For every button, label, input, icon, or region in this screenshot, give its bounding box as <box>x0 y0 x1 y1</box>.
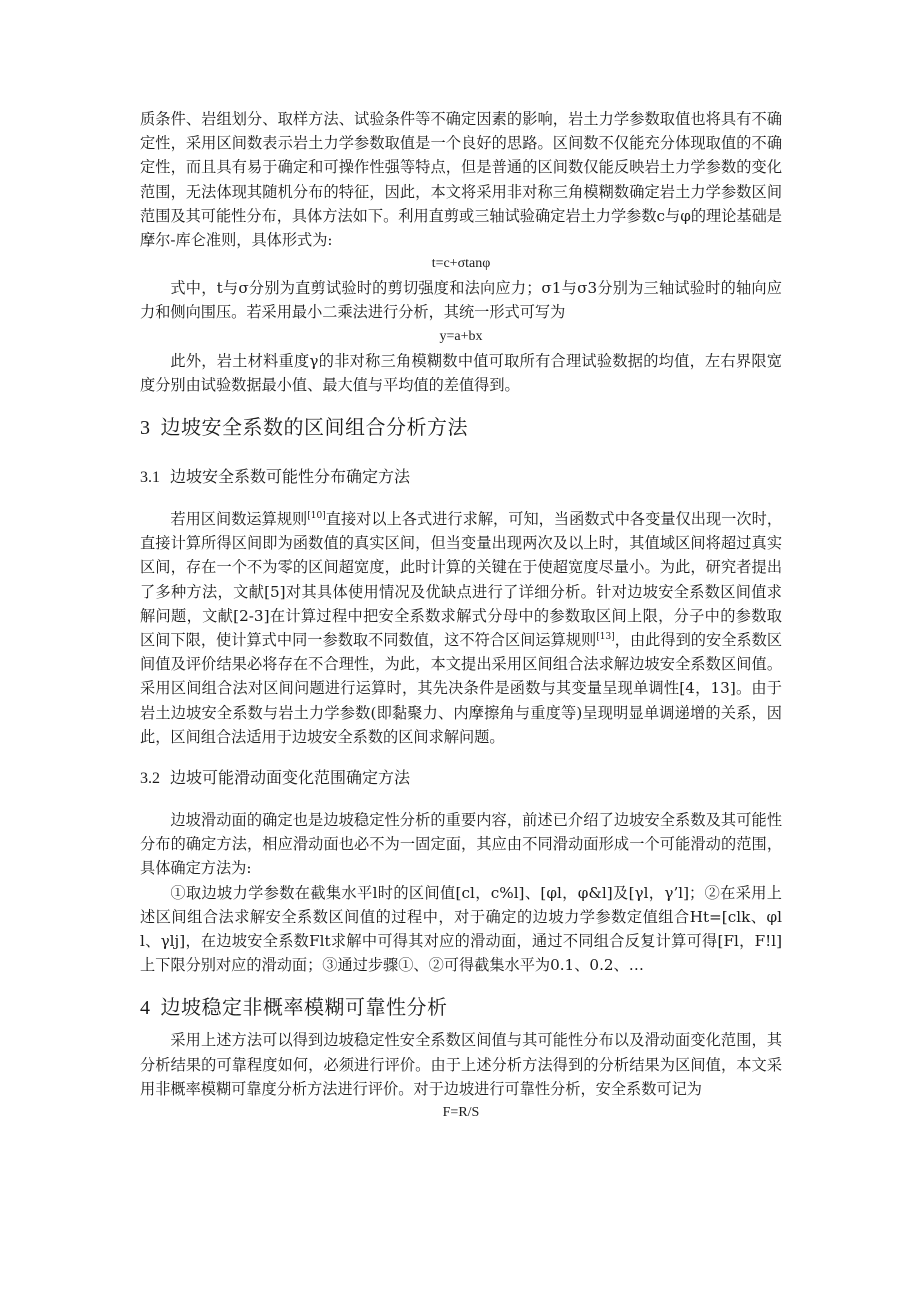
section-number: 4 <box>140 997 151 1020</box>
formula-mohr-coulomb: t=c+σtanφ <box>431 256 491 272</box>
formula-safety-factor: F=R/S <box>442 1105 480 1121</box>
paragraph-reliability: 采用上述方法可以得到边坡稳定性安全系数区间值与其可能性分布以及滑动面变化范围，其分析结果的可靠程度如何，必须进行评价。由于上述分析方法得到的分析结果为区间值，本文采用非概率模糊可靠度分析方法进行评价。对于边坡进行可靠性分析，安全系数可记为 <box>140 1031 782 1098</box>
subsection-heading-3-1 <box>140 462 782 493</box>
subsection-heading-3-2 <box>140 763 782 794</box>
paragraph-steps: ①取边坡力学参数在截集水平l时的区间值[cl，c%l]、[φl，φ&l]及[γl，γ’l]；②在采用上述区间组合法求解安全系数区间值的过程中，对于确定的边坡力学参数定值组合Ht=[clk、φll、γlj]，在边坡安全系数Flt求解中可得其对应的滑动面，通过不同组合反复计算可得[Fl，F!l]上下限分别对应的滑动面；③通过步骤①、②可得截集水平为0.1、0.2、… <box>140 883 782 975</box>
paragraph-formula-explanation: 式中，t与σ分别为直剪试验时的剪切强度和法向应力；σ1与σ3分别为三轴试验时的轴向应力和侧向围压。若采用最小二乘法进行分析，其统一形式可写为 <box>140 279 782 322</box>
document-body <box>140 107 782 1125</box>
section-title: 边坡稳定非概率模糊可靠性分析 <box>160 995 448 1020</box>
paragraph-uncertainty: 质条件、岩组划分、取样方法、试验条件等不确定因素的影响，岩土力学参数取值也将具有不确定性，采用区间数表示岩土力学参数取值是一个良好的思路。区间数不仅能充分体现取值的不确定性，而且具有易于确定和可操作性强等特点，但是普通的区间数仅能反映岩土力学参数的变化范围，无法体现其随机分布的特征，因此，本文将采用非对称三角模糊数确定岩土力学参数区间范围及其可能性分布，具体方法如下。利用直剪或三轴试验确定岩土力学参数c与φ的理论基础是摩尔-库仑准则，具体形式为: <box>140 110 782 250</box>
paragraph-interval-combination <box>140 507 782 749</box>
citation-superscript: [10] <box>307 510 326 521</box>
formula-least-squares: y=a+bx <box>439 328 483 344</box>
subsection-title: 边坡可能滑动面变化范围确定方法 <box>170 768 411 788</box>
paragraph-sliding-surface: 边坡滑动面的确定也是边坡稳定性分析的重要内容，前述已介绍了边坡安全系数及其可能性分布的确定方法，相应滑动面也必不为一固定面，其应由不同滑动面形成一个可能滑动的范围，具体确定方法为: <box>140 811 782 878</box>
paragraph-unit-weight: 此外，岩土材料重度γ的非对称三角模糊数中值可取所有合理试验数据的均值，左右界限宽度分别由试验数据最小值、最大值与平均值的差值得到。 <box>140 351 782 394</box>
text-run: ，由此得到的安全系数区间值及评价结果必将存在不合理性，为此，本文提出采用区间组合法求解边坡安全系数区间值。采用区间组合法对区间问题进行运算时，其先决条件是函数与其变量呈现单调性[4，13]。由于岩土边坡安全系数与岩土力学参数(即黏聚力、内摩擦角与重度等)呈现明显单调递增的关系，因此，区间组合法适用于边坡安全系数的区间求解问题。 <box>140 631 783 746</box>
subsection-title: 边坡安全系数可能性分布确定方法 <box>170 467 411 487</box>
subsection-number: 3.1 <box>140 469 160 487</box>
section-heading-3 <box>140 407 782 448</box>
subsection-number: 3.2 <box>140 770 160 788</box>
text-run: 若用区间数运算规则 <box>170 510 308 529</box>
citation-superscript: [13] <box>596 631 615 642</box>
section-number: 3 <box>140 417 151 440</box>
text-run: 直接对以上各式进行求解，可知，当函数式中各变量仅出现一次时，直接计算所得区间即为函数值的真实区间，但当变量出现两次及以上时，其值域区间将超过真实区间，存在一个不为零的区间超宽度，此时计算的关键在于使超宽度尽量小。为此，研究者提出了多种方法，文献[5]对其具体使用情况及优缺点进行了详细分析。针对边坡安全系数区间值求解问题，文献[2-3]在计算过程中把安全系数求解式分母中的参数取区间上限，分子中的参数取区间下限，使计算式中同一参数取不同数值，这不符合区间运算规则 <box>140 510 783 650</box>
section-heading-4 <box>140 987 782 1028</box>
section-title: 边坡安全系数的区间组合分析方法 <box>160 415 468 440</box>
